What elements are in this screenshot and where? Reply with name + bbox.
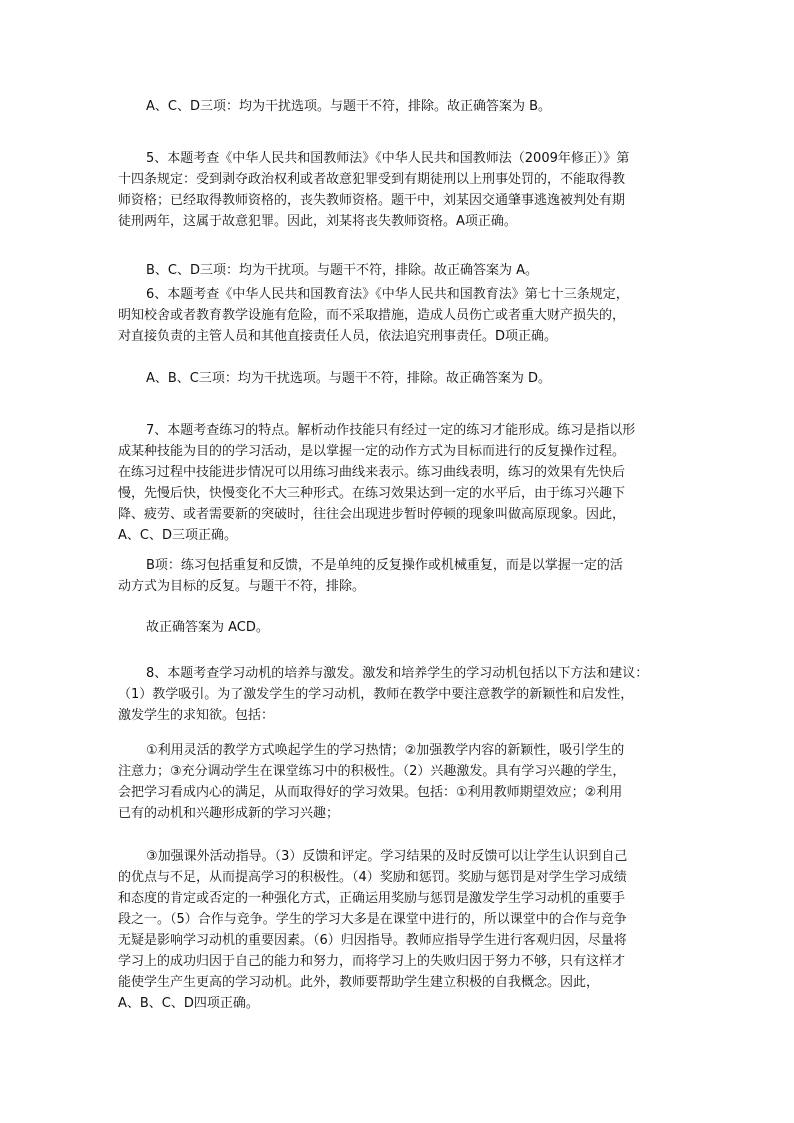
text-line: 已有的动机和兴趣形成新的学习兴趣； [118,806,340,821]
text-line: 6、本题考查《中华人民共和国教育法》《中华人民共和国教育法》第七十三条规定， [146,287,629,302]
paragraph-question-8-methods [118,740,688,824]
text-line: （1）教学吸引。为了激发学生的学习动机，教师在教学中要注意教学的新颖性和启发性， [118,687,634,702]
text-line: 故正确答案为 ACD。 [146,620,269,635]
paragraph-question-7 [118,420,688,546]
text-line: ③加强课外活动指导。（3）反馈和评定。学习结果的及时反馈可以让学生认识到自己 [146,849,628,864]
text-line: 师资格；已经取得教师资格的，丧失教师资格。题干中，刘某因交通肇事逃逸被判处有期 [118,193,626,208]
text-line: 徒刑两年，这属于故意犯罪。因此，刘某将丧失教师资格。A项正确。 [118,214,517,229]
text-line: A、B、C、D四项正确。 [118,996,259,1011]
text-line: 8、本题考查学习动机的培养与激发。激发和培养学生的学习动机包括以下方法和建议： [146,666,649,681]
text-line: 在练习过程中技能进步情况可以用练习曲线来表示。练习曲线表明，练习的效果有先快后 [118,465,626,480]
text-line: 动方式为目标的反复。与题干不符，排除。 [118,579,366,594]
text-line: 5、本题考查《中华人民共和国教师法》《中华人民共和国教师法（2009年修正）》第 [146,151,630,166]
text-line: 的优点与不足，从而提高学习的积极性。（4）奖励和惩罚。奖励与惩罚是对学生学习成绩 [118,870,627,885]
text-line: 对直接负责的主管人员和其他直接责任人员，依法追究刑事责任。D项正确。 [118,329,558,344]
paragraph-question-8 [118,663,688,726]
paragraph-answer-5-distractors [118,260,688,281]
text-line: 激发学生的求知欲。包括： [118,708,275,723]
text-line: 7、本题考查练习的特点。解析动作技能只有经过一定的练习才能形成。练习是指以形 [146,423,636,438]
text-line: 慢，先慢后快，快慢变化不大三种形式。在练习效果达到一定的水平后，由于练习兴趣下 [118,486,626,501]
text-line: 学习上的成功归因于自己的能力和努力，而将学习上的失败归因于努力不够，只有这样才 [118,954,626,969]
text-line: A、C、D三项正确。 [118,528,237,543]
text-line: 降、疲劳、或者需要新的突破时，往往会出现进步暂时停顿的现象叫做高原现象。因此， [118,507,626,522]
text-line: 十四条规定：受到剥夺政治权利或者故意犯罪受到有期徒刑以上刑事处罚的，不能取得教 [118,172,626,187]
paragraph-answer-7 [118,617,688,638]
paragraph-option-b-note [118,555,688,597]
paragraph-question-6 [118,284,688,347]
paragraph-answer-6-distractors [118,368,688,389]
text-line: A、C、D三项：均为干扰选项。与题干不符，排除。故正确答案为 B。 [146,99,552,114]
paragraph-question-5 [118,148,688,232]
text-line: 段之一。（5）合作与竞争。学生的学习大多是在课堂中进行的，所以课堂中的合作与竞争 [118,912,627,927]
paragraph-question-8-conclusion [118,846,688,1014]
text-line: 成某种技能为目的的学习活动，是以掌握一定的动作方式为目标而进行的反复操作过程。 [118,444,626,459]
text-line: 会把学习看成内心的满足，从而取得好的学习效果。包括：①利用教师期望效应；②利用 [118,785,623,800]
text-line: 和态度的肯定或否定的一种强化方式，正确运用奖励与惩罚是激发学生学习动机的重要手 [118,891,626,906]
text-line: 无疑是影响学习动机的重要因素。（6）归因指导。教师应指导学生进行客观归因，尽量将 [118,933,627,948]
paragraph-answer-4-distractors [118,96,688,117]
text-line: B项：练习包括重复和反馈，不是单纯的反复操作或机械重复，而是以掌握一定的活 [146,558,623,573]
text-line: 注意力；③充分调动学生在课堂练习中的积极性。（2）兴趣激发。具有学习兴趣的学生， [118,764,626,779]
text-line: A、B、C三项：均为干扰选项。与题干不符，排除。故正确答案为 D。 [146,371,552,386]
text-line: 明知校舍或者教育教学设施有危险，而不采取措施，造成人员伤亡或者重大财产损失的， [118,308,626,323]
text-line: B、C、D三项：均为干扰项。与题干不符，排除。故正确答案为 A。 [146,263,539,278]
text-line: 能使学生产生更高的学习动机。此外，教师要帮助学生建立积极的自我概念。因此， [118,975,600,990]
text-line: ①利用灵活的教学方式唤起学生的学习热情；②加强教学内容的新颖性，吸引学生的 [146,743,625,758]
